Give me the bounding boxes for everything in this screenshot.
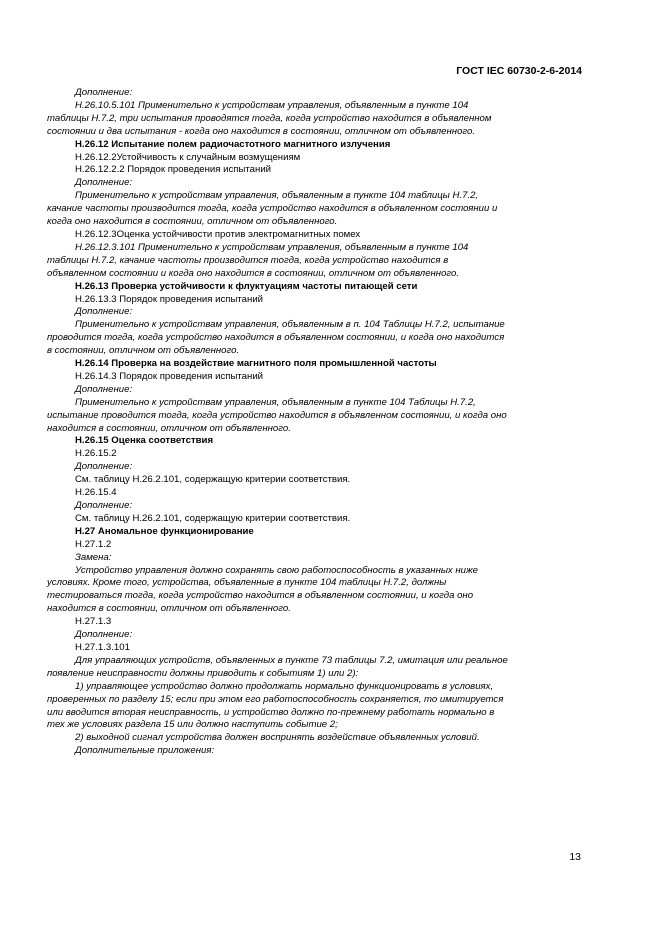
text-line: Н.27.1.3.101 (75, 641, 130, 653)
document-body (47, 87, 583, 758)
text-line: Н.26.14.3 Порядок проведения испытаний (75, 370, 264, 382)
text-line: появление неисправности должны приводить к событиям 1) или 2): (47, 667, 359, 679)
text-line: Н.27.1.2 (75, 538, 112, 550)
text-line: Для управляющих устройств, объявленных в пункте 73 таблицы 7.2, имитация или реальное (75, 654, 508, 666)
text-line: Дополнение: (75, 629, 133, 641)
text-line: Дополнение: (75, 306, 133, 318)
text-line: качание частоты производится тогда, когда устройство находится в объявленном состоянии и (47, 203, 498, 215)
text-line: таблицы Н.7.2, три испытания проводятся тогда, когда устройство находится в объявленном (47, 112, 492, 124)
text-line: 1) управляющее устройство должно продолжать нормально функционировать в условиях, (75, 680, 494, 692)
text-line: испытание проводится тогда, когда устройство находится в объявленном состоянии, и когда оно (47, 409, 507, 421)
text-line: См. таблицу Н.26.2.101, содержащую критерии соответствия. (75, 474, 351, 486)
text-line: Н.26.12.2Устойчивость к случайным возмущениям (75, 151, 301, 163)
text-line: тестироваться тогда, когда устройство находится в объявленном состоянии, и когда оно (47, 590, 474, 602)
text-line: объявленном состоянии и когда оно находится в состоянии, отличном от объявленного. (47, 267, 460, 279)
text-line: Применительно к устройствам управления, объявленным в п. 104 Таблицы Н.7.2, испытание (75, 319, 505, 331)
text-line: или вводится вторая неисправность, и устройство должно по-прежнему работать нормально в (47, 706, 495, 718)
text-line: 2) выходной сигнал устройства должен воспринять воздействие объявленных условий. (75, 732, 480, 744)
section-heading: Н.26.13 Проверка устойчивости к флуктуациям частоты питающей сети (75, 280, 418, 292)
text-line: Применительно к устройствам управления, объявленным в пункте 104 таблицы Н.7.2, (75, 190, 479, 202)
text-line: Н.26.13.3 Порядок проведения испытаний (75, 293, 264, 305)
text-line: условиях. Кроме того, устройства, объявленные в пункте 104 таблицы Н.7.2, должны (47, 577, 447, 589)
page-number: 13 (569, 851, 581, 863)
section-heading: Н.26.14 Проверка на воздействие магнитного поля промышленной частоты (75, 358, 437, 370)
text-line: Н.26.10.5.101 Применительно к устройствам управления, объявленным в пункте 104 (75, 99, 469, 111)
text-line: в состоянии, отличном от объявленного. (47, 345, 240, 357)
section-heading: Н.26.12 Испытание полем радиочастотного магнитного излучения (75, 138, 391, 150)
text-line: Дополнение: (75, 461, 133, 473)
text-line: Замена: (75, 551, 112, 563)
section-heading: Н.26.15 Оценка соответствия (75, 435, 214, 447)
text-line: Н.26.12.3Оценка устойчивости против электромагнитных помех (75, 228, 361, 240)
text-line: состоянии и два испытания - когда оно находится в состоянии, отличном от объявленного. (47, 125, 476, 137)
text-line: Устройство управления должно сохранять свою работоспособность в указанных ниже (75, 564, 478, 576)
text-line: Н.26.12.2.2 Порядок проведения испытаний (75, 164, 272, 176)
text-line: Н.27.1.3 (75, 616, 112, 628)
text-line: проверенных по разделу 15; если при этом его работоспособность сохраняется, то имитируется (47, 693, 504, 705)
text-line: проводится тогда, когда устройство находится в объявленном состоянии, и когда оно находится (47, 332, 505, 344)
text-line: когда оно находится в состоянии, отличном от объявленного. (47, 216, 338, 228)
text-line: Н.26.12.3.101 Применительно к устройствам управления, объявленным в пункте 104 (75, 241, 469, 253)
text-line: находится в состоянии, отличном от объявленного. (47, 603, 291, 615)
text-line: Дополнение: (75, 383, 133, 395)
text-line: Н.26.15.4 (75, 487, 117, 499)
text-line: Дополнение: (75, 500, 133, 511)
section-heading: Н.27 Аномальное функционирование (75, 525, 254, 537)
text-line: Н.26.15.2 (75, 448, 117, 460)
text-line: Дополнение: (75, 87, 133, 98)
standard-header: ГОСТ IEC 60730-2-6-2014 (456, 65, 582, 77)
text-line: тех же условиях раздела 15 или должно наступить событие 2; (47, 719, 338, 731)
text-line: таблицы Н.7.2, качание частоты производится тогда, когда устройство находится в (47, 254, 449, 266)
text-line: Применительно к устройствам управления, объявленным в пункте 104 Таблицы Н.7.2, (75, 396, 476, 408)
text-line: находится в состоянии, отличном от объявленного. (47, 422, 291, 434)
text-line: Дополнение: (75, 177, 133, 189)
text-line: См. таблицу Н.26.2.101, содержащую критерии соответствия. (75, 512, 351, 524)
text-line: Дополнительные приложения: (75, 745, 215, 757)
